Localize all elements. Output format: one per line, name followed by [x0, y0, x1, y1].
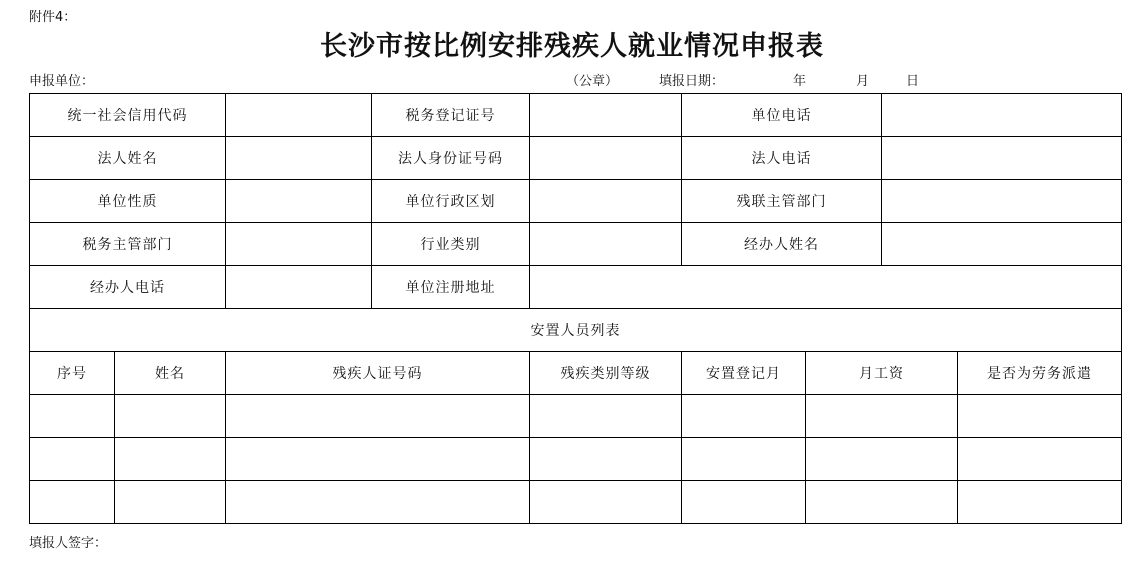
table-row [30, 395, 1122, 438]
industry-category-field[interactable] [530, 223, 682, 266]
legal-person-name-label: 法人姓名 [30, 137, 226, 180]
unit-district-field[interactable] [530, 180, 682, 223]
credit-code-field[interactable] [226, 94, 372, 137]
page-title: 长沙市按比例安排残疾人就业情况申报表 [320, 31, 824, 62]
credit-code-label: 统一社会信用代码 [30, 94, 226, 137]
index-cell[interactable] [30, 481, 115, 524]
handler-phone-field[interactable] [226, 266, 372, 309]
list-header-row [30, 352, 1122, 395]
unit-phone-label: 单位电话 [682, 94, 882, 137]
legal-person-phone-field[interactable] [882, 137, 1122, 180]
registration-month-cell[interactable] [682, 395, 806, 438]
certificate-number-cell[interactable] [226, 481, 530, 524]
unit-nature-field[interactable] [226, 180, 372, 223]
unit-district-label: 单位行政区划 [372, 180, 530, 223]
name-cell[interactable] [115, 395, 226, 438]
placement-list-title: 安置人员列表 [30, 309, 1122, 352]
tax-registration-field[interactable] [530, 94, 682, 137]
tax-authority-label: 税务主管部门 [30, 223, 226, 266]
info-row [30, 137, 1122, 180]
legal-person-name-field[interactable] [226, 137, 372, 180]
labor-dispatch-cell[interactable] [958, 395, 1122, 438]
date-year-label: 年 [793, 74, 807, 89]
official-seal-label: （公章） [566, 74, 619, 89]
monthly-salary-cell[interactable] [806, 438, 958, 481]
monthly-salary-cell[interactable] [806, 395, 958, 438]
disability-grade-cell[interactable] [530, 395, 682, 438]
info-row [30, 266, 1122, 309]
labor-dispatch-cell[interactable] [958, 481, 1122, 524]
name-cell[interactable] [115, 481, 226, 524]
legal-person-id-field[interactable] [530, 137, 682, 180]
registration-month-cell[interactable] [682, 481, 806, 524]
declaration-form-table [29, 93, 1122, 524]
certificate-number-cell[interactable] [226, 395, 530, 438]
tax-authority-field[interactable] [226, 223, 372, 266]
info-row [30, 94, 1122, 137]
col-header-monthly-salary: 月工资 [806, 352, 958, 395]
index-cell[interactable] [30, 438, 115, 481]
date-day-label: 日 [906, 74, 920, 89]
col-header-name: 姓名 [115, 352, 226, 395]
labor-dispatch-cell[interactable] [958, 438, 1122, 481]
col-header-index: 序号 [30, 352, 115, 395]
registration-month-cell[interactable] [682, 438, 806, 481]
table-row [30, 438, 1122, 481]
legal-person-id-label: 法人身份证号码 [372, 137, 530, 180]
applicant-unit-label: 申报单位： [29, 74, 95, 89]
signature-label: 填报人签字： [29, 536, 108, 551]
fill-date-label: 填报日期： [659, 74, 725, 89]
col-header-disability-grade: 残疾类别等级 [530, 352, 682, 395]
tax-registration-label: 税务登记证号 [372, 94, 530, 137]
section-row [30, 309, 1122, 352]
disability-federation-label: 残联主管部门 [682, 180, 882, 223]
registered-address-field[interactable] [530, 266, 1122, 309]
col-header-registration-month: 安置登记月 [682, 352, 806, 395]
unit-nature-label: 单位性质 [30, 180, 226, 223]
name-cell[interactable] [115, 438, 226, 481]
disability-federation-field[interactable] [882, 180, 1122, 223]
disability-grade-cell[interactable] [530, 481, 682, 524]
handler-phone-label: 经办人电话 [30, 266, 226, 309]
table-row [30, 481, 1122, 524]
registered-address-label: 单位注册地址 [372, 266, 530, 309]
monthly-salary-cell[interactable] [806, 481, 958, 524]
disability-grade-cell[interactable] [530, 438, 682, 481]
attachment-label: 附件4： [29, 10, 77, 25]
legal-person-phone-label: 法人电话 [682, 137, 882, 180]
handler-name-field[interactable] [882, 223, 1122, 266]
unit-phone-field[interactable] [882, 94, 1122, 137]
index-cell[interactable] [30, 395, 115, 438]
industry-category-label: 行业类别 [372, 223, 530, 266]
info-row [30, 223, 1122, 266]
handler-name-label: 经办人姓名 [682, 223, 882, 266]
date-month-label: 月 [856, 74, 870, 89]
info-row [30, 180, 1122, 223]
col-header-labor-dispatch: 是否为劳务派遣 [958, 352, 1122, 395]
certificate-number-cell[interactable] [226, 438, 530, 481]
col-header-certificate-number: 残疾人证号码 [226, 352, 530, 395]
